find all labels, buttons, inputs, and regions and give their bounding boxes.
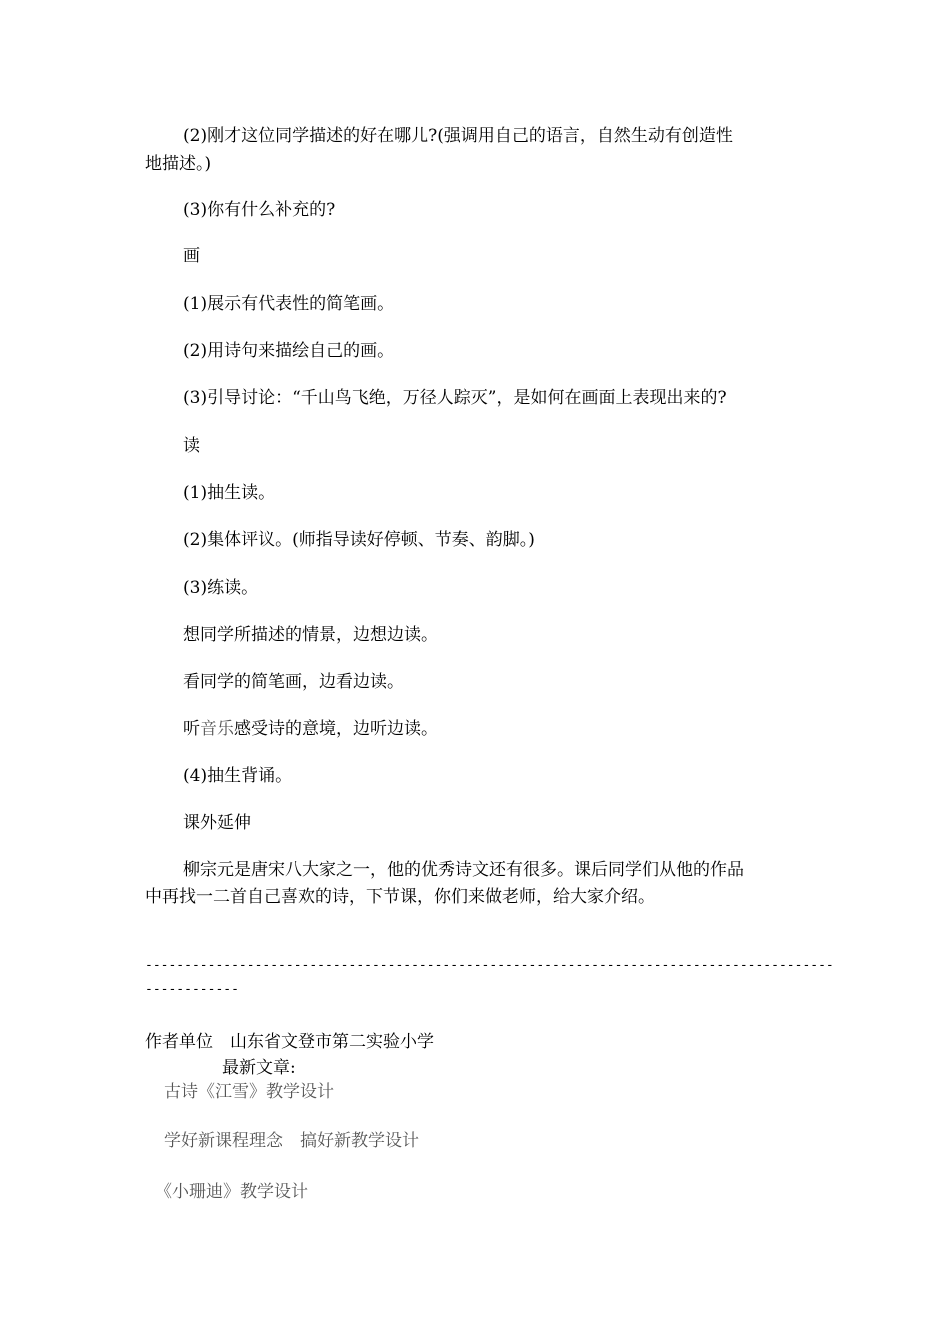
paragraph: (1)展示有代表性的简笔画。 (183, 294, 395, 314)
section-heading-draw: 画 (183, 246, 200, 266)
paragraph-line: 中再找一二首自己喜欢的诗，下节课，你们来做老师，给大家介绍。 (145, 887, 655, 907)
section-heading-extend: 课外延伸 (183, 813, 251, 833)
paragraph-line: 柳宗元是唐宋八大家之一，他的优秀诗文还有很多。课后同学们从他的作品 (183, 860, 744, 880)
dashed-divider: ------------ (145, 982, 239, 997)
latest-articles-label: 最新文章: (222, 1058, 296, 1078)
paragraph: (3)引导讨论：“千山鸟飞绝，万径人踪灭”，是如何在画面上表现出来的? (183, 388, 727, 408)
paragraph (183, 717, 438, 741)
music-link[interactable]: 音乐 (200, 719, 234, 739)
article-link[interactable]: 《小珊迪》教学设计 (155, 1182, 308, 1202)
paragraph: (2)集体评议。(师指导读好停顿、节奏、韵脚。) (183, 530, 535, 550)
article-link[interactable]: 学好新课程理念 搞好新教学设计 (164, 1131, 419, 1151)
paragraph-line: 地描述。) (145, 154, 212, 174)
paragraph: 想同学所描述的情景，边想边读。 (183, 625, 438, 645)
section-heading-read: 读 (183, 436, 200, 456)
paragraph: (3)练读。 (183, 578, 259, 598)
paragraph: (4)抽生背诵。 (183, 766, 293, 786)
paragraph-line: (2)刚才这位同学描述的好在哪儿?(强调用自己的语言，自然生动有创造性 (183, 126, 733, 146)
paragraph-text: 感受诗的意境，边听边读。 (234, 719, 438, 739)
article-link[interactable]: 古诗《江雪》教学设计 (164, 1082, 334, 1102)
dashed-divider: ---------------------------------------------------------------------------------------- (145, 958, 834, 973)
paragraph: (2)用诗句来描绘自己的画。 (183, 341, 395, 361)
paragraph: 看同学的简笔画，边看边读。 (183, 672, 404, 692)
paragraph: (3)你有什么补充的? (183, 200, 336, 220)
paragraph-text: 听 (183, 719, 200, 739)
paragraph: (1)抽生读。 (183, 483, 276, 503)
author-unit: 作者单位 山东省文登市第二实验小学 (145, 1032, 434, 1052)
